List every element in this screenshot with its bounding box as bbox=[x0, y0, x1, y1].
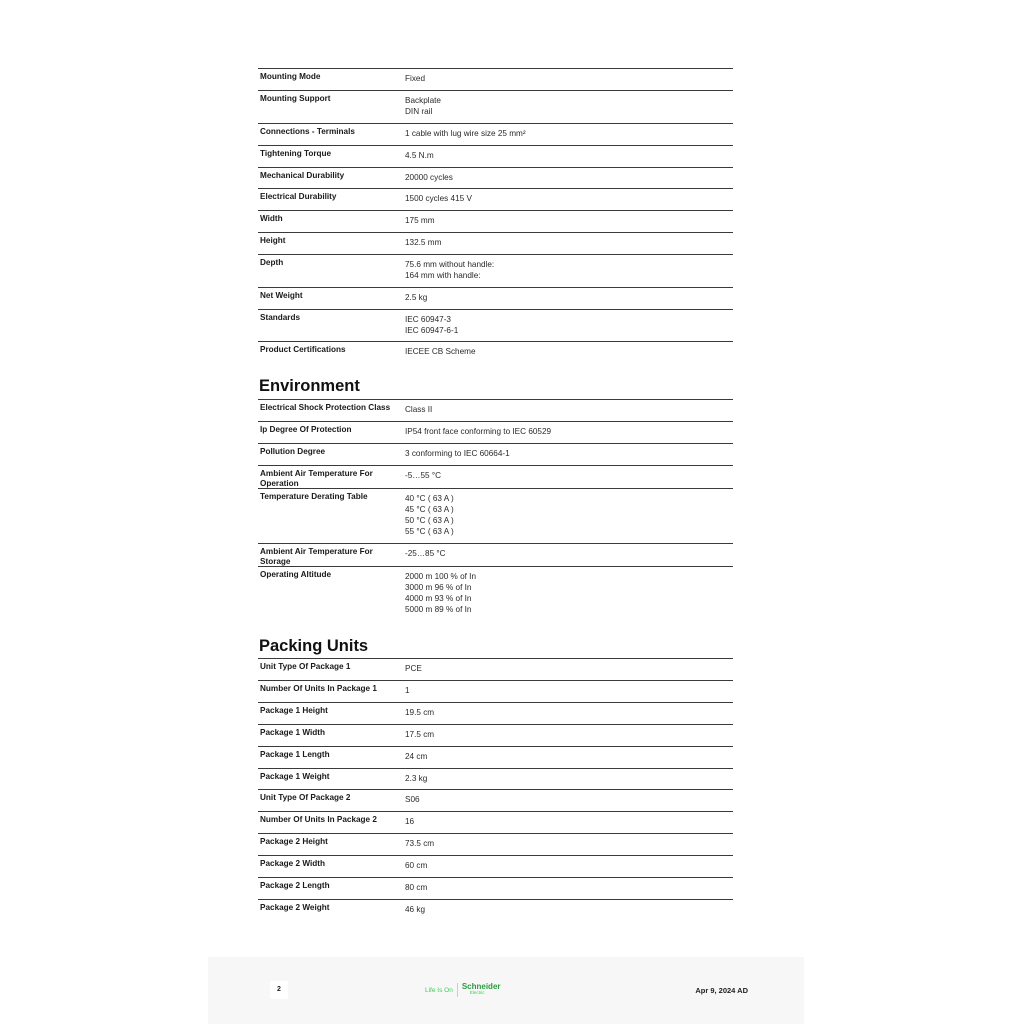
spec-label: Package 1 Height bbox=[260, 706, 328, 715]
spec-value bbox=[405, 150, 725, 161]
spec-value bbox=[405, 292, 725, 303]
spec-value-line: 2.3 kg bbox=[405, 774, 428, 783]
spec-row bbox=[258, 658, 733, 673]
spec-label: Package 2 Length bbox=[260, 881, 330, 890]
spec-label: Height bbox=[260, 236, 286, 245]
spec-label: Package 2 Width bbox=[260, 859, 325, 868]
page-number: 2 bbox=[270, 981, 288, 999]
spec-row bbox=[258, 309, 733, 335]
spec-value-line: 2000 m 100 % of In bbox=[405, 572, 477, 581]
spec-value-line: 5000 m 89 % of In bbox=[405, 605, 472, 614]
spec-value bbox=[405, 237, 725, 248]
spec-value-line: 164 mm with handle: bbox=[405, 271, 481, 280]
spec-row bbox=[258, 421, 733, 436]
environment-heading: Environment bbox=[259, 377, 360, 395]
spec-label: Mounting Support bbox=[260, 94, 331, 103]
spec-label: Mechanical Durability bbox=[260, 171, 345, 180]
spec-value bbox=[405, 404, 725, 415]
spec-value bbox=[405, 314, 725, 336]
spec-label: Package 2 Height bbox=[260, 837, 328, 846]
spec-row bbox=[258, 68, 733, 83]
spec-row bbox=[258, 443, 733, 458]
spec-row bbox=[258, 789, 733, 804]
spec-value-line: 1 cable with lug wire size 25 mm² bbox=[405, 129, 526, 138]
spec-value bbox=[405, 346, 725, 357]
brand-wordmark bbox=[462, 984, 501, 996]
spec-label: Electrical Shock Protection Class bbox=[260, 403, 391, 412]
spec-value bbox=[405, 685, 725, 696]
spec-value-line: 50 °C ( 63 A ) bbox=[405, 516, 454, 525]
spec-label: Mounting Mode bbox=[260, 72, 321, 81]
spec-value bbox=[405, 73, 725, 84]
spec-row bbox=[258, 90, 733, 116]
spec-value-line: 4000 m 93 % of In bbox=[405, 594, 472, 603]
spec-label: Net Weight bbox=[260, 291, 303, 300]
spec-value bbox=[405, 448, 725, 459]
spec-row bbox=[258, 399, 733, 414]
document-date: Apr 9, 2024 AD bbox=[695, 986, 748, 995]
spec-value bbox=[405, 193, 725, 204]
spec-label: Package 1 Length bbox=[260, 750, 330, 759]
spec-value-line: 2.5 kg bbox=[405, 293, 428, 302]
spec-value bbox=[405, 426, 725, 437]
spec-label: Package 2 Weight bbox=[260, 903, 330, 912]
spec-label: Standards bbox=[260, 313, 301, 322]
packing-units-heading: Packing Units bbox=[259, 637, 369, 655]
spec-label: Number Of Units In Package 2 bbox=[260, 815, 377, 824]
spec-value bbox=[405, 794, 725, 805]
spec-row bbox=[258, 210, 733, 225]
spec-value-line: 80 cm bbox=[405, 883, 428, 892]
spec-label: Product Certifications bbox=[260, 345, 346, 354]
spec-value-line: IECEE CB Scheme bbox=[405, 347, 476, 356]
life-is-on-tagline: Life Is On bbox=[425, 986, 453, 994]
spec-value bbox=[405, 860, 725, 871]
spec-value-line: 73.5 cm bbox=[405, 839, 435, 848]
spec-row bbox=[258, 543, 733, 566]
brand-subname: Electric bbox=[469, 990, 485, 995]
spec-value bbox=[405, 904, 725, 915]
spec-value bbox=[405, 95, 725, 117]
spec-row bbox=[258, 232, 733, 247]
spec-row bbox=[258, 768, 733, 783]
spec-label: Tightening Torque bbox=[260, 149, 332, 158]
spec-value bbox=[405, 882, 725, 893]
spec-value bbox=[405, 172, 725, 183]
spec-value-line: 55 °C ( 63 A ) bbox=[405, 527, 454, 536]
spec-value bbox=[405, 259, 725, 281]
spec-label: Width bbox=[260, 214, 283, 223]
spec-value bbox=[405, 707, 725, 718]
spec-value-line: IEC 60947-3 bbox=[405, 315, 451, 324]
spec-value bbox=[405, 838, 725, 849]
spec-row bbox=[258, 167, 733, 182]
spec-label: Operating Altitude bbox=[260, 570, 332, 579]
spec-value-line: DIN rail bbox=[405, 107, 433, 116]
spec-value-line: 3000 m 96 % of In bbox=[405, 583, 472, 592]
spec-value bbox=[405, 548, 725, 559]
spec-row bbox=[258, 811, 733, 826]
spec-value-line: Backplate bbox=[405, 96, 441, 105]
spec-value-line: 40 °C ( 63 A ) bbox=[405, 494, 454, 503]
spec-value-line: 16 bbox=[405, 817, 415, 826]
spec-value-line: -25…85 °C bbox=[405, 549, 446, 558]
spec-row bbox=[258, 488, 733, 536]
spec-row bbox=[258, 724, 733, 739]
schneider-logo bbox=[425, 982, 501, 998]
spec-value-line: 175 mm bbox=[405, 216, 435, 225]
spec-row bbox=[258, 680, 733, 695]
spec-value-line: 75.6 mm without handle: bbox=[405, 260, 495, 269]
spec-label: Electrical Durability bbox=[260, 192, 337, 201]
spec-value-line: -5…55 °C bbox=[405, 471, 442, 480]
spec-row bbox=[258, 145, 733, 160]
spec-value bbox=[405, 663, 725, 674]
spec-value-line: Fixed bbox=[405, 74, 426, 83]
spec-row bbox=[258, 746, 733, 761]
spec-value bbox=[405, 215, 725, 226]
spec-row bbox=[258, 341, 733, 356]
spec-label: Connections - Terminals bbox=[260, 127, 355, 136]
spec-row bbox=[258, 188, 733, 203]
spec-label: Unit Type Of Package 1 bbox=[260, 662, 351, 671]
spec-value-line: 46 kg bbox=[405, 905, 426, 914]
spec-label: Pollution Degree bbox=[260, 447, 326, 456]
spec-value-line: 45 °C ( 63 A ) bbox=[405, 505, 454, 514]
spec-label: Ip Degree Of Protection bbox=[260, 425, 352, 434]
spec-row bbox=[258, 123, 733, 138]
spec-value bbox=[405, 729, 725, 740]
spec-row bbox=[258, 702, 733, 717]
spec-row bbox=[258, 287, 733, 302]
spec-label: Depth bbox=[260, 258, 284, 267]
spec-value-line: 1500 cycles 415 V bbox=[405, 194, 472, 203]
spec-label: Ambient Air Temperature For Operation bbox=[260, 469, 373, 488]
spec-label: Package 1 Width bbox=[260, 728, 325, 737]
spec-label: Temperature Derating Table bbox=[260, 492, 368, 501]
spec-value-line: 17.5 cm bbox=[405, 730, 435, 739]
spec-row bbox=[258, 899, 733, 914]
spec-value bbox=[405, 128, 725, 139]
spec-row bbox=[258, 877, 733, 892]
spec-value-line: 20000 cycles bbox=[405, 173, 453, 182]
spec-value bbox=[405, 493, 725, 537]
spec-row bbox=[258, 465, 733, 488]
spec-row bbox=[258, 566, 733, 614]
spec-value bbox=[405, 773, 725, 784]
spec-value-line: 3 conforming to IEC 60664-1 bbox=[405, 449, 510, 458]
spec-label: Number Of Units In Package 1 bbox=[260, 684, 377, 693]
spec-value-line: IEC 60947-6-1 bbox=[405, 326, 459, 335]
spec-value-line: 24 cm bbox=[405, 752, 428, 761]
spec-value-line: 1 bbox=[405, 686, 410, 695]
spec-value-line: 4.5 N.m bbox=[405, 151, 434, 160]
spec-value-line: 60 cm bbox=[405, 861, 428, 870]
spec-value-line: PCE bbox=[405, 664, 422, 673]
spec-value-line: 132.5 mm bbox=[405, 238, 442, 247]
spec-value bbox=[405, 816, 725, 827]
spec-value bbox=[405, 470, 725, 481]
spec-value-line: IP54 front face conforming to IEC 60529 bbox=[405, 427, 552, 436]
spec-label: Package 1 Weight bbox=[260, 772, 330, 781]
brand-name: Schneider bbox=[461, 982, 501, 991]
spec-label: Unit Type Of Package 2 bbox=[260, 793, 351, 802]
spec-value bbox=[405, 571, 725, 615]
spec-value bbox=[405, 751, 725, 762]
spec-label: Ambient Air Temperature For Storage bbox=[260, 547, 373, 566]
spec-row bbox=[258, 855, 733, 870]
page-footer bbox=[208, 957, 804, 1024]
spec-row bbox=[258, 833, 733, 848]
spec-value-line: Class II bbox=[405, 405, 433, 414]
spec-row bbox=[258, 254, 733, 280]
spec-value-line: 19.5 cm bbox=[405, 708, 435, 717]
logo-divider bbox=[457, 983, 458, 997]
spec-value-line: S06 bbox=[405, 795, 420, 804]
